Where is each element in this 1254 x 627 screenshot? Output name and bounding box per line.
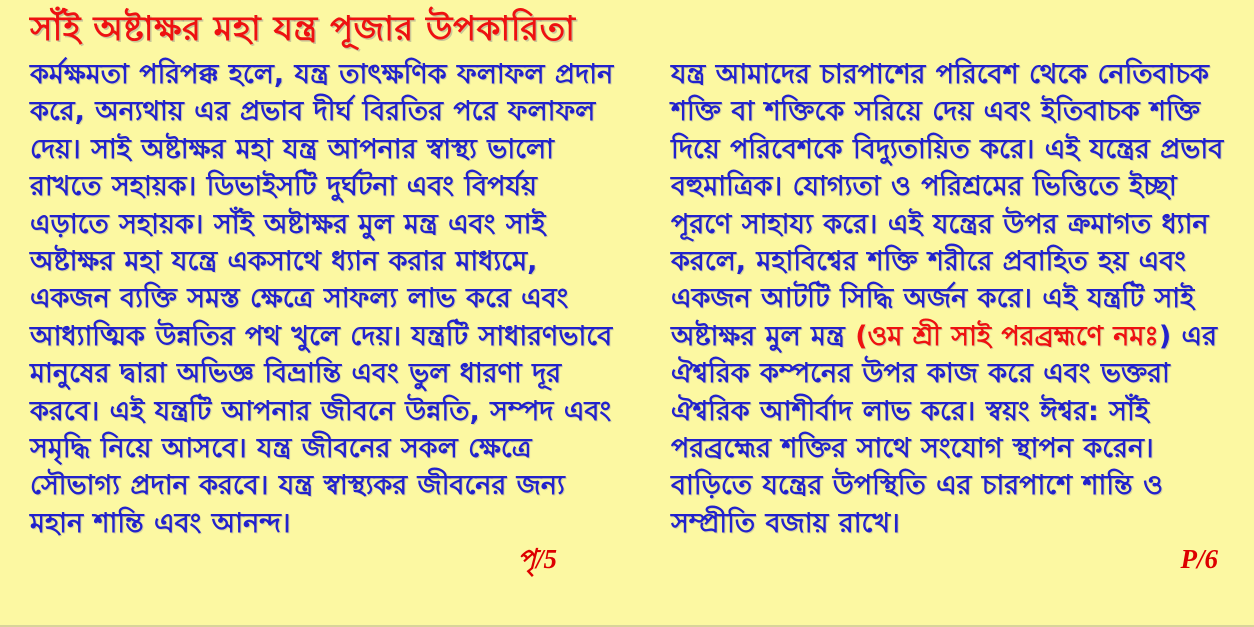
left-paragraph: কর্মক্ষমতা পরিপক্ক হলে, যন্ত্র তাৎক্ষণিক ফলাফল প্রদান করে, অন্যথায় এর প্রভাব দীর্ঘ বিরতির পরে ফলাফল দেয়। সাই অষ্টাক্ষর মহা যন্ত্র আপনার স্বাস্থ্য ভালো রাখতে সহায়ক। ডিভাইসটি দুর্ঘটনা এবং বিপর্যয় এড়াতে সহায়ক। সাঁই অষ্টাক্ষর মুল মন্ত্র এবং সাই অষ্টাক্ষর মহা যন্ত্রে একসাথে ধ্যান করার মাধ্যমে, একজন ব্যক্তি সমস্ত ক্ষেত্রে সাফল্য লাভ করে এবং আধ্যাত্মিক উন্নতির পথ খুলে দেয়। যন্ত্রটি সাধারণভাবে মানুষের দ্বারা অভিজ্ঞ বিভ্রান্তি এবং ভুল ধারণা দূর করবে। এই যন্ত্রটি আপনার জীবনে উন্নতি, সম্পদ এবং সমৃদ্ধি নিয়ে আসবে। যন্ত্র জীবনের সকল ক্ষেত্রে সৌভাগ্য প্রদান করবে। যন্ত্র স্বাস্থ্যকর জীবনের জন্য মহান শান্তি এবং আনন্দ। — [30, 59, 614, 539]
right-paragraph-tail: ) এর ঐশ্বরিক কম্পনের উপর কাজ করে এবং ভক্তরা ঐশ্বরিক আশীর্বাদ লাভ করে। স্বয়ং ঈশ্বর: সাঁই পরব্রহ্মের শক্তির সাথে সংযোগ স্থাপন করেন। বাড়িতে যন্ত্রের উপস্থিতি এর চারপাশে শান্তি ও সম্প্রীতি বজায় রাখে। — [671, 320, 1217, 539]
right-page-number: P/6 — [1180, 544, 1218, 575]
two-column-layout — [30, 56, 1240, 575]
page-title: সাঁই অষ্টাক্ষর মহা যন্ত্র পূজার উপকারিতা — [30, 9, 576, 49]
left-column — [30, 56, 625, 575]
mantra-highlight: (ওম শ্রী সাই পরব্রহ্মণে নমঃ — [855, 320, 1159, 352]
right-paragraph-lead: যন্ত্র আমাদের চারপাশের পরিবেশ থেকে নেতিবাচক শক্তি বা শক্তিকে সরিয়ে দেয় এবং ইতিবাচক শক্তি দিয়ে পরিবেশকে বিদ্যুতায়িত করে। এই যন্ত্রের প্রভাব বহুমাত্রিক। যোগ্যতা ও পরিশ্রমের ভিত্তিতে ইচ্ছা পূরণে সাহায্য করে। এই যন্ত্রের উপর ক্রমাগত ধ্যান করলে, মহাবিশ্বের শক্তি শরীরে প্রবাহিত হয় এবং একজন আটটি সিদ্ধি অর্জন করে। এই যন্ত্রটি সাই অষ্টাক্ষর মুল মন্ত্র — [671, 59, 1224, 352]
right-column — [671, 56, 1236, 575]
right-paragraph — [671, 56, 1236, 542]
left-page-number: পৃ/5 — [517, 544, 557, 575]
